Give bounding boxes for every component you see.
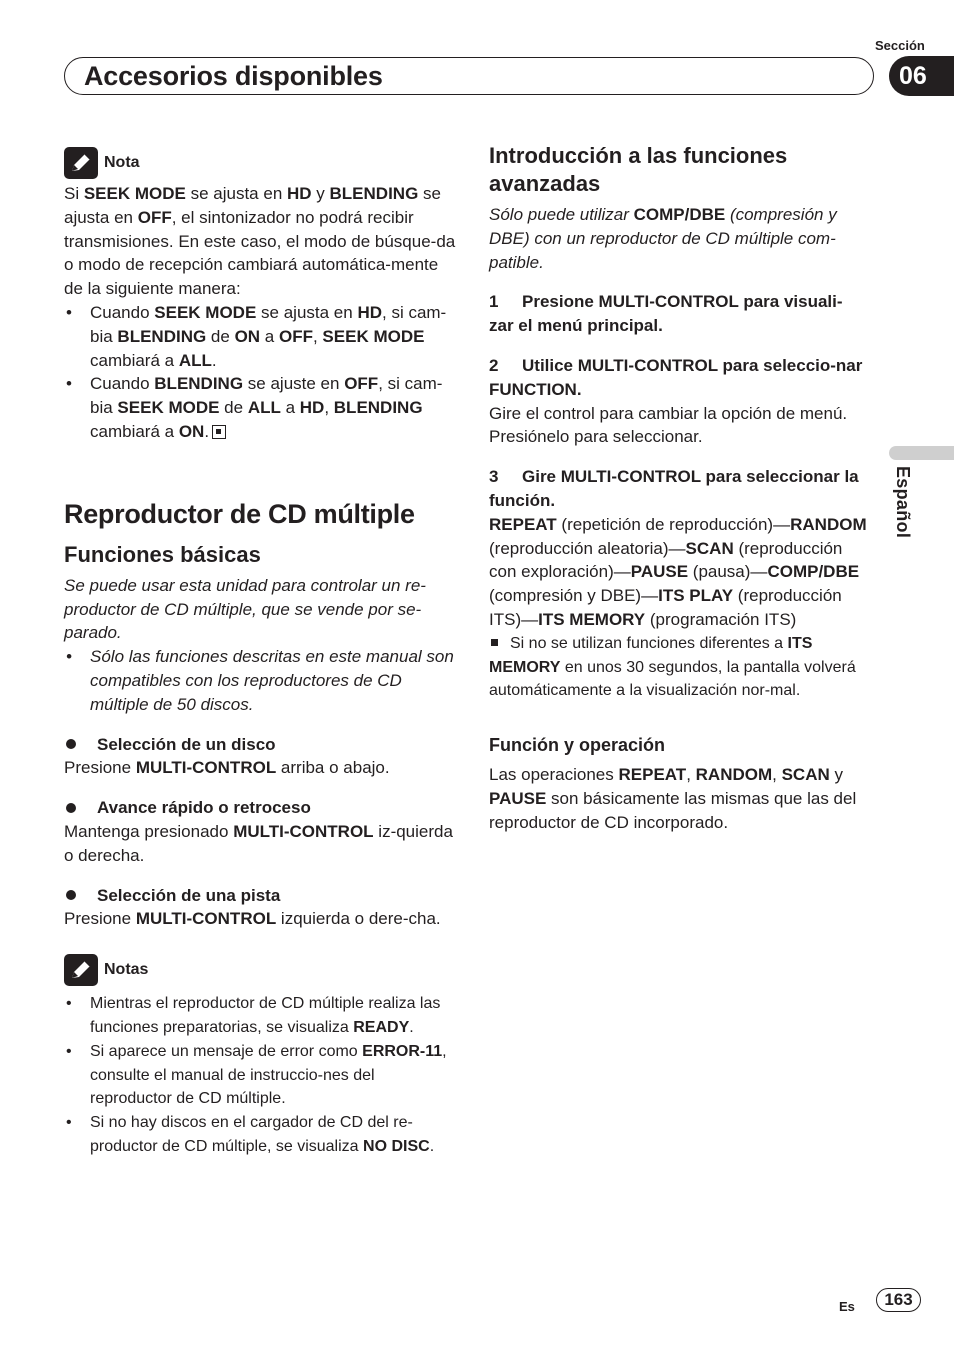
list-item: • Cuando SEEK MODE se ajusta en HD, si cam-bia BLENDING de ON a OFF, SEEK MODE cambiará a ALL. xyxy=(64,301,456,372)
note-header xyxy=(64,146,456,180)
subsection-heading: Funciones básicas xyxy=(64,541,261,567)
function-title: Selección de una pista xyxy=(97,885,281,905)
note-label: Nota xyxy=(104,154,140,172)
pencil-note-icon xyxy=(64,954,98,986)
list-item: • Sólo las funciones descritas en este manual son compatibles con los reproductores de CD múltiple de 50 discos. xyxy=(64,645,456,716)
left-column xyxy=(64,146,456,1159)
function-title: Avance rápido o retroceso xyxy=(97,798,311,818)
language-side-label: Español xyxy=(893,466,913,539)
function-sequence: REPEAT (repetición de reproducción)—RANDOM (reproducción aleatoria)—SCAN (reproducción con exploración)—PAUSE (pausa)—COMP/DBE (compresión y DBE)—ITS PLAY (reproducción ITS)—ITS MEMORY (programación ITS) xyxy=(489,514,867,629)
function-text: Presione MULTI-CONTROL arriba o abajo. xyxy=(64,758,390,778)
step-2-description: Gire el control para cambiar la opción de menú. Presiónelo para seleccionar. xyxy=(489,403,848,447)
language-tab-marker xyxy=(889,446,954,460)
intro-bullets xyxy=(64,645,456,716)
list-item: • Si no hay discos en el cargador de CD del re-productor de CD múltiple, se visualiza NO DISC. xyxy=(64,1111,456,1159)
section-number-badge: 06 xyxy=(889,56,954,96)
list-item: • Mientras el reproductor de CD múltiple realiza las funciones preparatorias, se visualiza READY. xyxy=(64,992,456,1040)
list-item: • Cuando BLENDING se ajuste en OFF, si cam-bia SEEK MODE de ALL a HD, BLENDING cambiará a ON. xyxy=(64,372,456,443)
step-2: 2 Utilice MULTI-CONTROL para seleccio-nar FUNCTION. xyxy=(489,355,863,399)
step-3-note: Si no se utilizan funciones diferentes a ITS MEMORY en unos 30 segundos, la pantalla volverá automáticamente a la visualización nor-mal. xyxy=(489,634,856,700)
bullet-dot-icon xyxy=(66,890,76,900)
square-bullet-icon xyxy=(491,639,498,646)
function-item xyxy=(64,796,456,867)
footer-language: Es xyxy=(839,1299,855,1314)
bullet-dot-icon xyxy=(66,739,76,749)
bullet-dot-icon xyxy=(66,803,76,813)
subsection-heading: Introducción a las funciones avanzadas xyxy=(489,143,788,196)
note-bullets xyxy=(64,301,456,444)
intro-text: Se puede usar esta unidad para controlar un re-productor de CD múltiple, que se vende por se-parado. xyxy=(64,575,426,643)
page-title: Accesorios disponibles xyxy=(84,61,383,91)
pencil-note-icon xyxy=(64,147,98,179)
end-of-section-icon xyxy=(212,425,226,439)
function-title: Selección de un disco xyxy=(97,734,276,754)
right-column xyxy=(489,142,867,835)
notes-bullets xyxy=(64,992,456,1159)
step-1: 1 Presione MULTI-CONTROL para visuali-zar el menú principal. xyxy=(489,292,843,336)
function-text: Mantenga presionado MULTI-CONTROL iz-quierda o derecha. xyxy=(64,821,453,865)
page-number: 163 xyxy=(876,1288,921,1312)
function-heading: Función y operación xyxy=(489,735,666,756)
note-intro: Si SEEK MODE se ajusta en HD y BLENDING se ajusta en OFF, el sintonizador no podrá recibir transmisiones. En este caso, el modo de búsque-da o modo de recepción cambiará automática-mente de la siguiente manera: xyxy=(64,184,456,299)
step-3: 3 Gire MULTI-CONTROL para seleccionar la función. xyxy=(489,467,859,510)
notes-label: Notas xyxy=(104,961,149,979)
intro-text: Sólo puede utilizar COMP/DBE (compresión y DBE) con un reproductor de CD múltiple com-patible. xyxy=(489,205,837,272)
function-item xyxy=(64,884,456,932)
section-heading: Reproductor de CD múltiple xyxy=(64,498,415,529)
section-label: Sección xyxy=(875,38,925,53)
function-text: Presione MULTI-CONTROL izquierda o dere-cha. xyxy=(64,909,441,929)
function-text: Las operaciones REPEAT, RANDOM, SCAN y PAUSE son básicamente las mismas que las del reproductor de CD incorporado. xyxy=(489,765,857,832)
notes-header xyxy=(64,953,456,987)
function-item xyxy=(64,733,456,781)
list-item: • Si aparece un mensaje de error como ERROR-11, consulte el manual de instruccio-nes del reproductor de CD múltiple. xyxy=(64,1040,456,1111)
